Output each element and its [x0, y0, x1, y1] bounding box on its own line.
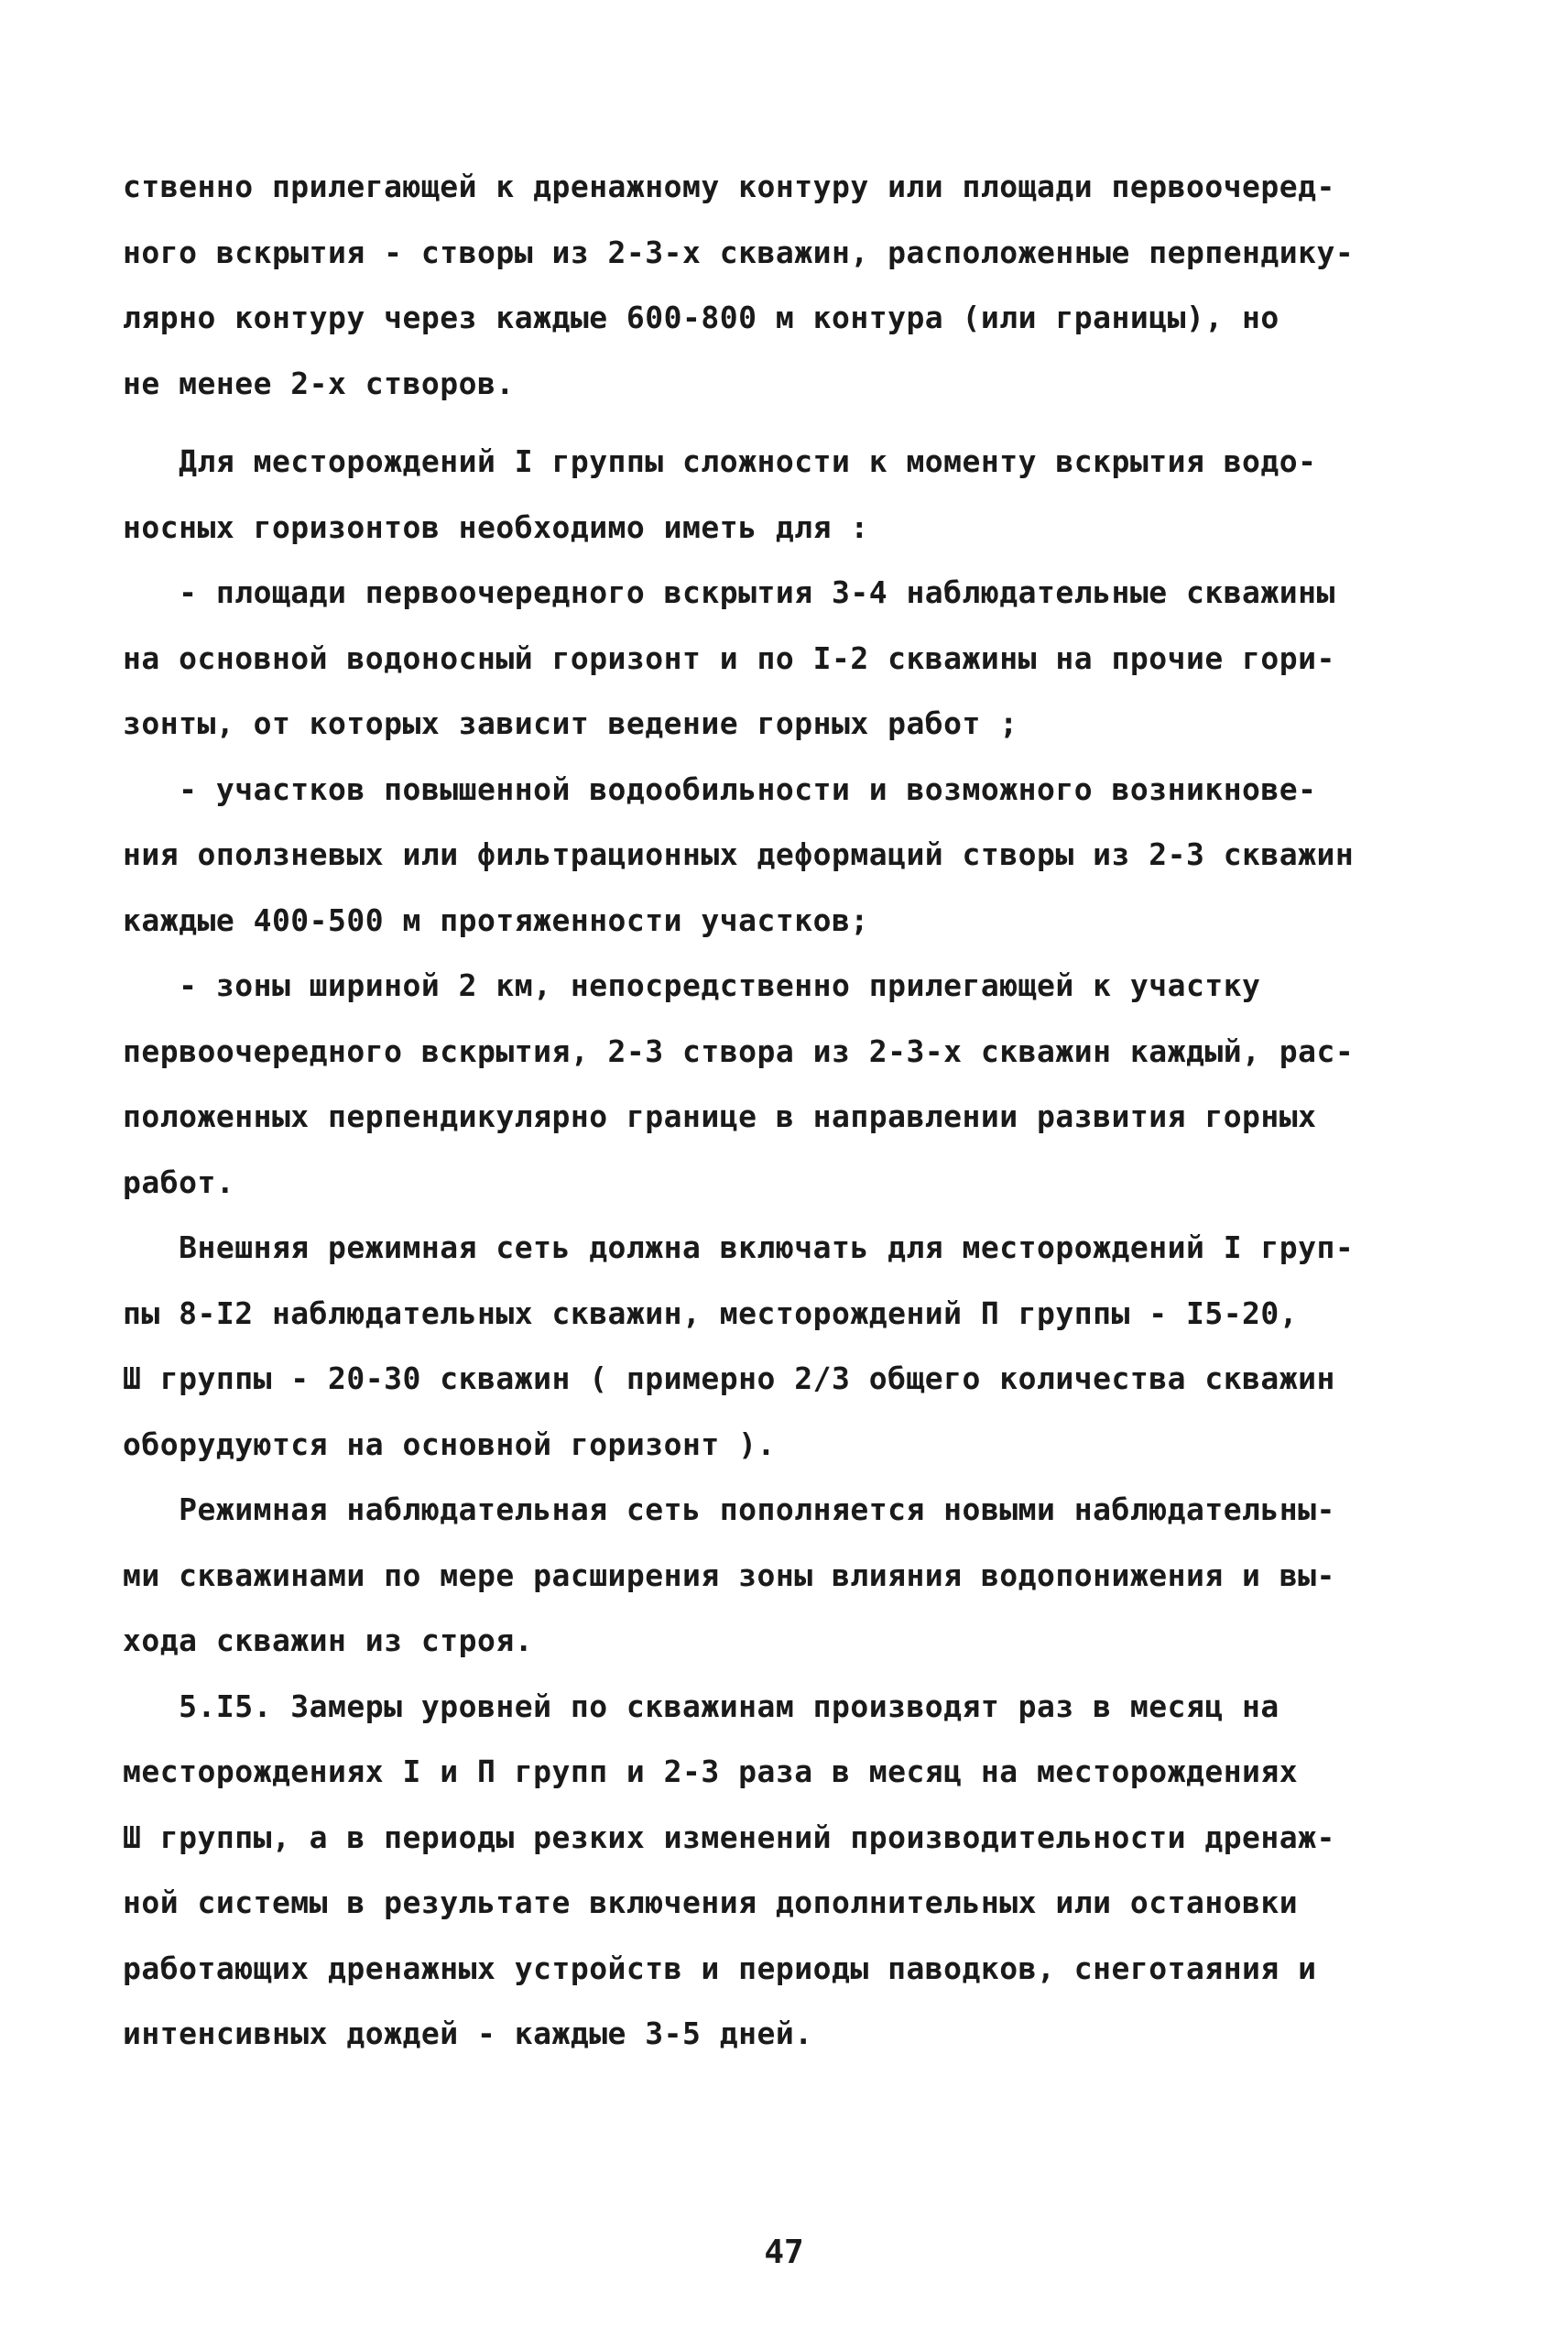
text-line: ной системы в результате включения дополнительных или остановки [123, 1885, 1299, 1920]
text-line: - площади первоочередного вскрытия 3-4 наблюдательные скважины [123, 574, 1335, 610]
text-line: пы 8-I2 наблюдательных скважин, месторождений П группы - I5-20, [123, 1295, 1299, 1331]
text-line: интенсивных дождей - каждые 3-5 дней. [123, 2016, 813, 2051]
text-line: ния оползневых или фильтрационных деформаций створы из 2-3 скважин [123, 836, 1355, 872]
text-line: работающих дренажных устройств и периоды паводков, снеготаяния и [123, 1950, 1317, 1986]
text-line: 5.I5. Замеры уровней по скважинам производят раз в месяц на [123, 1688, 1279, 1724]
text-line: ми скважинами по мере расширения зоны влияния водопонижения и вы- [123, 1557, 1335, 1593]
text-line: Ш группы - 20-30 скважин ( примерно 2/3 общего количества скважин [123, 1360, 1335, 1396]
text-line: оборудуются на основной горизонт ). [123, 1426, 776, 1462]
text-line: Внешняя режимная сеть должна включать для месторождений I груп- [123, 1229, 1355, 1265]
text-line: на основной водоносный горизонт и по I-2 скважины на прочие гори- [123, 639, 1335, 676]
text-line: лярно контуру через каждые 600-800 м контура (или границы), но [123, 300, 1279, 335]
text-line: ственно прилегающей к дренажному контуру или площади первоочеред- [123, 169, 1335, 204]
text-line: - зоны шириной 2 км, непосредственно прилегающей к участку [123, 967, 1261, 1003]
text-line: Для месторождений I группы сложности к моменту вскрытия водо- [123, 443, 1317, 479]
text-line: Режимная наблюдательная сеть пополняется новыми наблюдательны- [123, 1491, 1335, 1527]
text-line: хода скважин из строя. [123, 1622, 534, 1658]
body-text [123, 154, 1460, 2067]
paragraph-gap [123, 416, 1460, 429]
text-line: первоочередного вскрытия, 2-3 створа из 2-3-х скважин каждый, рас- [123, 1032, 1355, 1069]
text-line: Ш группы, а в периоды резких изменений производительности дренаж- [123, 1819, 1335, 1855]
text-line: - участков повышенной водообильности и возможного возникнове- [123, 770, 1317, 807]
page-number: 47 [764, 2234, 804, 2271]
text-line: положенных перпендикулярно границе в направлении развития горных [123, 1098, 1317, 1134]
text-line: зонты, от которых зависит ведение горных работ ; [123, 705, 1018, 741]
text-line: не менее 2-х створов. [123, 365, 515, 401]
text-line: работ. [123, 1164, 235, 1200]
text-line: месторождениях I и П групп и 2-3 раза в месяц на месторождениях [123, 1753, 1299, 1789]
text-line: носных горизонтов необходимо иметь для : [123, 508, 869, 545]
text-line: каждые 400-500 м протяженности участков; [123, 901, 869, 938]
text-line: ного вскрытия - створы из 2-3-х скважин, расположенные перпендику- [123, 234, 1355, 270]
